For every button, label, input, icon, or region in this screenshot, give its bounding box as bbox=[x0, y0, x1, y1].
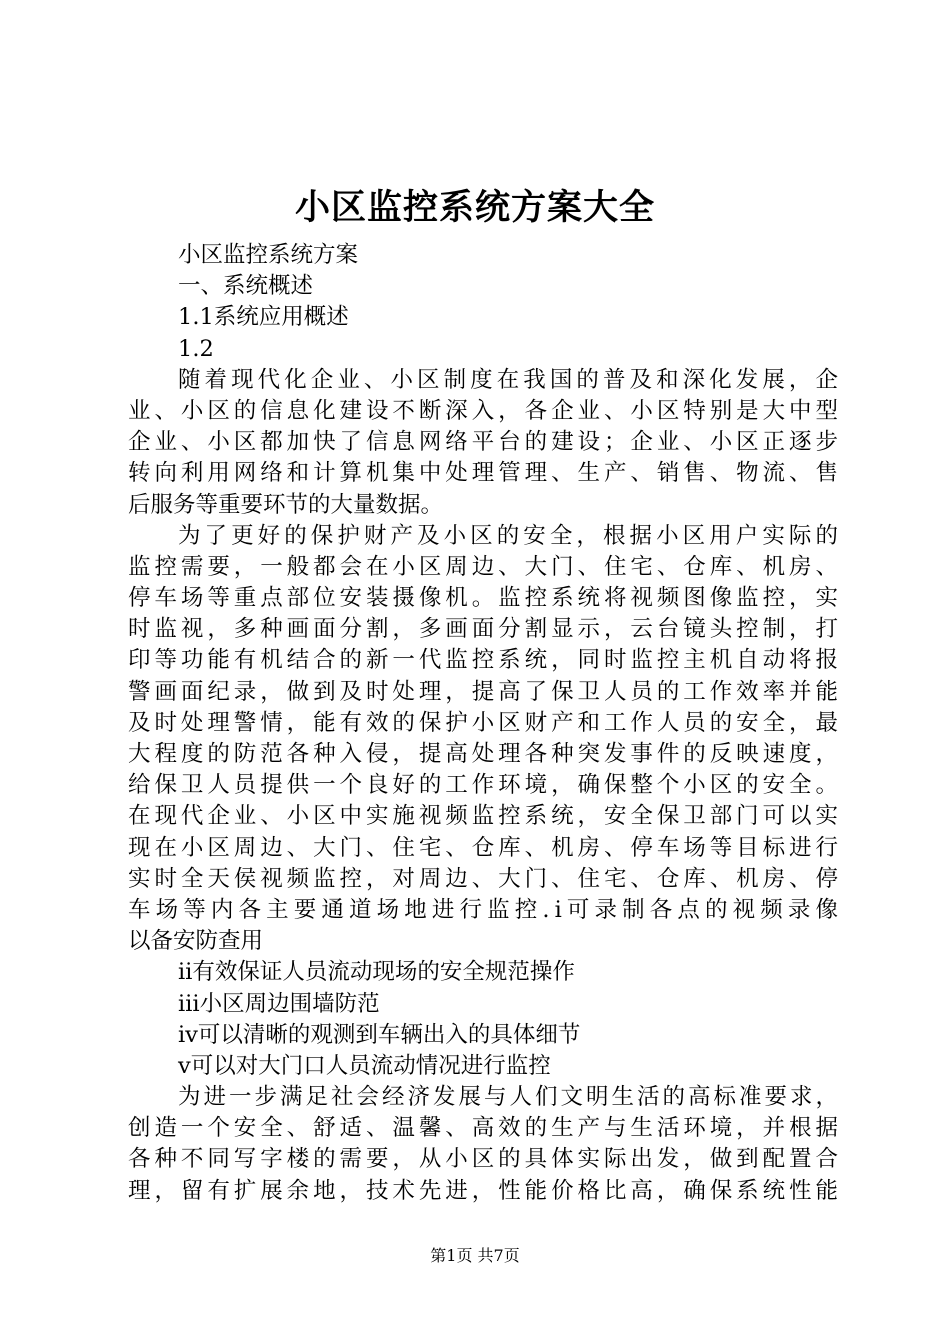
body-line: 转向利用网络和计算机集中处理管理、生产、销售、物流、售 bbox=[128, 460, 838, 487]
body-line: 一、系统概述 bbox=[178, 273, 314, 300]
body-line: 现在小区周边、大门、住宅、仓库、机房、停车场等目标进行 bbox=[128, 834, 838, 861]
body-line: 停车场等重点部位安装摄像机。监控系统将视频图像监控，实 bbox=[128, 585, 838, 612]
body-line: 以备安防查用 bbox=[128, 928, 264, 955]
page-footer: 第1页 共7页 bbox=[430, 1246, 520, 1265]
body-line: 为进一步满足社会经济发展与人们文明生活的高标准要求， bbox=[178, 1084, 838, 1111]
body-line: 监控需要，一般都会在小区周边、大门、住宅、仓库、机房、 bbox=[128, 553, 838, 580]
body-line: 业、小区的信息化建设不断深入，各企业、小区特别是大中型 bbox=[128, 397, 838, 424]
body-line: 实时全天侯视频监控，对周边、大门、住宅、仓库、机房、停 bbox=[128, 865, 838, 892]
body-line: 小区监控系统方案 bbox=[178, 242, 359, 268]
document-title: 小区监控系统方案大全 bbox=[294, 187, 655, 228]
body-line: 大程度的防范各种入侵，提高处理各种突发事件的反映速度， bbox=[128, 741, 838, 767]
body-line: 车场等内各主要通道场地进行监控.ⅰ可录制各点的视频录像 bbox=[128, 896, 838, 923]
body-line: 印等功能有机结合的新一代监控系统，同时监控主机自动将报 bbox=[128, 647, 838, 674]
list-item: ⅴ可以对大门口人员流动情况进行监控 bbox=[178, 1052, 551, 1079]
body-line: 创造一个安全、舒适、温馨、高效的生产与生活环境，并根据 bbox=[128, 1115, 838, 1142]
body-line: 为了更好的保护财产及小区的安全，根据小区用户实际的 bbox=[178, 522, 838, 549]
body-line: 在现代企业、小区中实施视频监控系统，安全保卫部门可以实 bbox=[128, 803, 838, 830]
body-line: 及时处理警情，能有效的保护小区财产和工作人员的安全，最 bbox=[128, 709, 838, 736]
body-line: 随着现代化企业、小区制度在我国的普及和深化发展，企 bbox=[178, 366, 838, 393]
body-line: 各种不同写字楼的需要，从小区的具体实际出发，做到配置合 bbox=[128, 1146, 838, 1173]
body-line: 时监视，多种画面分割，多画面分割显示，云台镜头控制，打 bbox=[128, 616, 838, 643]
body-line: 警画面纪录，做到及时处理，提高了保卫人员的工作效率并能 bbox=[128, 678, 838, 705]
list-item: ⅱ有效保证人员流动现场的安全规范操作 bbox=[178, 959, 575, 986]
document-body bbox=[128, 240, 838, 1207]
body-line: 给保卫人员提供一个良好的工作环境，确保整个小区的安全。 bbox=[128, 772, 838, 799]
list-item: ⅳ可以清晰的观测到车辆出入的具体细节 bbox=[178, 1021, 581, 1048]
body-line: 理，留有扩展余地，技术先进，性能价格比高，确保系统性能 bbox=[128, 1177, 838, 1204]
body-line: 1.1系统应用概述 bbox=[178, 304, 349, 331]
list-item: ⅲ小区周边围墙防范 bbox=[178, 990, 380, 1017]
body-line: 1.2 bbox=[178, 335, 214, 362]
body-line: 企业、小区都加快了信息网络平台的建设；企业、小区正逐步 bbox=[128, 429, 838, 456]
body-line: 后服务等重要环节的大量数据。 bbox=[128, 491, 444, 518]
